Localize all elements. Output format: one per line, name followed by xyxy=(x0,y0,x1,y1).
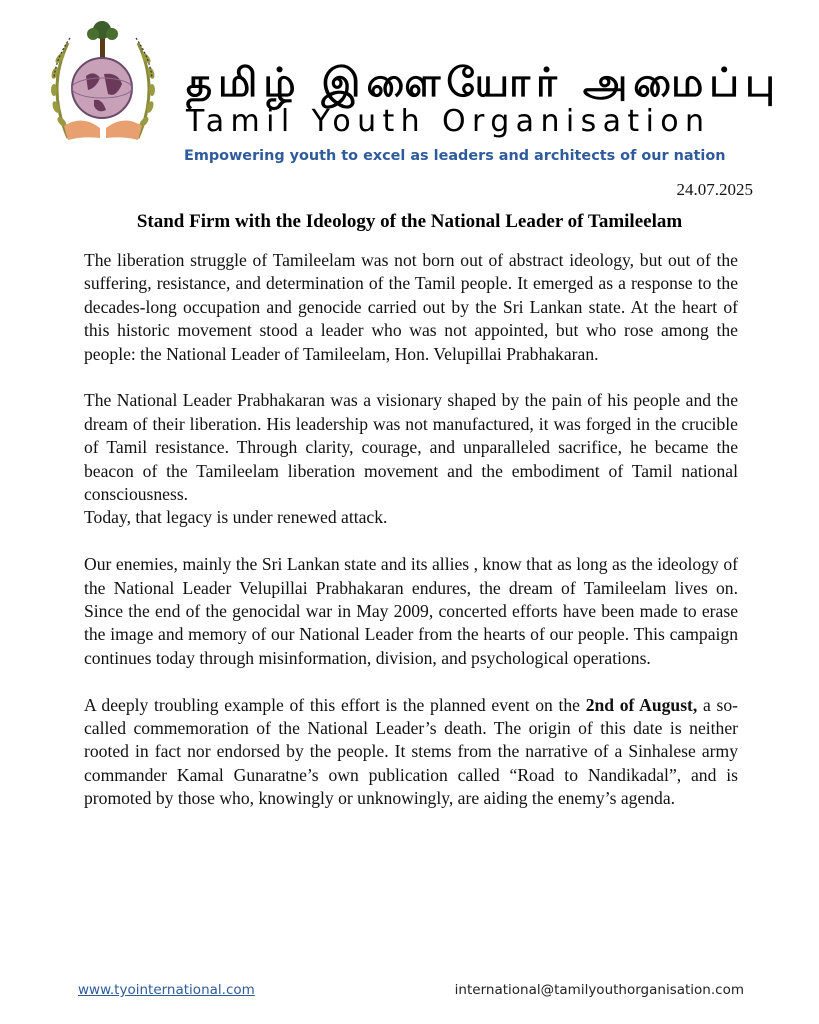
document-heading: Stand Firm with the Ideology of the National Leader of Tamileelam xyxy=(136,211,683,232)
document-date: 24.07.2025 xyxy=(676,180,753,199)
organisation-logo xyxy=(38,18,168,170)
paragraph xyxy=(84,694,738,811)
paragraph: Our enemies, mainly the Sri Lankan state and its allies , know that as long as the ideology of the National Leader Velupillai Prabhakaran endures, the dream of Tamileelam lives on. Since the end of the genocidal war in May 2009, concerted efforts have been made to erase the image and memory of our National Leader from the hearts of our people. This campaign continues today through misinformation, division, and psychological operations. xyxy=(84,554,738,668)
paragraph-text: A deeply troubling example of this effort is the planned event on the xyxy=(84,694,586,715)
tagline: Empowering youth to excel as leaders and architects of our nation xyxy=(184,148,726,164)
highlighted-date: 2nd of August, xyxy=(585,694,698,715)
letterhead xyxy=(0,0,819,180)
paragraph: The National Leader Prabhakaran was a visionary shaped by the pain of his people and the dream of their liberation. His leadership was not manufactured, it was forged in the crucible of Tamil resistance. Through clarity, courage, and unparalleled sacrifice, he became the beacon of the Tamileelam liberation movement and the embodiment of Tamil national consciousness. xyxy=(84,390,738,505)
english-organisation-name: Tamil Youth Organisation xyxy=(186,104,711,139)
website-link[interactable]: www.tyointernational.com xyxy=(78,982,255,998)
document-body xyxy=(84,249,738,834)
contact-email: international@tamilyouthorganisation.com xyxy=(454,982,744,998)
paragraph-text: a so-called commemoration of the National Leader’s death. The origin of this date is neither rooted in fact nor endorsed by the people. It stems from the narrative of a Sinhalese army commander Kamal Gunaratne’s own publication called “Road to Nandikadal”, and is promoted by those who, knowingly or unknowingly, are aiding the enemy’s agenda. xyxy=(84,694,739,809)
globe-tree-in-hands-logo-icon xyxy=(38,18,168,170)
paragraph: Today, that legacy is under renewed attack. xyxy=(84,507,388,528)
paragraph: The liberation struggle of Tamileelam was not born out of abstract ideology, but out of the suffering, resistance, and determination of the Tamil people. It emerged as a response to the decades-long occupation and genocide carried out by the Sri Lankan state. At the heart of this historic movement stood a leader who was not appointed, but who rose among the people: the National Leader of Tamileelam, Hon. Velupillai Prabhakaran. xyxy=(84,250,738,364)
tamil-organisation-name: தமிழ் இளையோர் அமைப்பு xyxy=(186,60,781,106)
